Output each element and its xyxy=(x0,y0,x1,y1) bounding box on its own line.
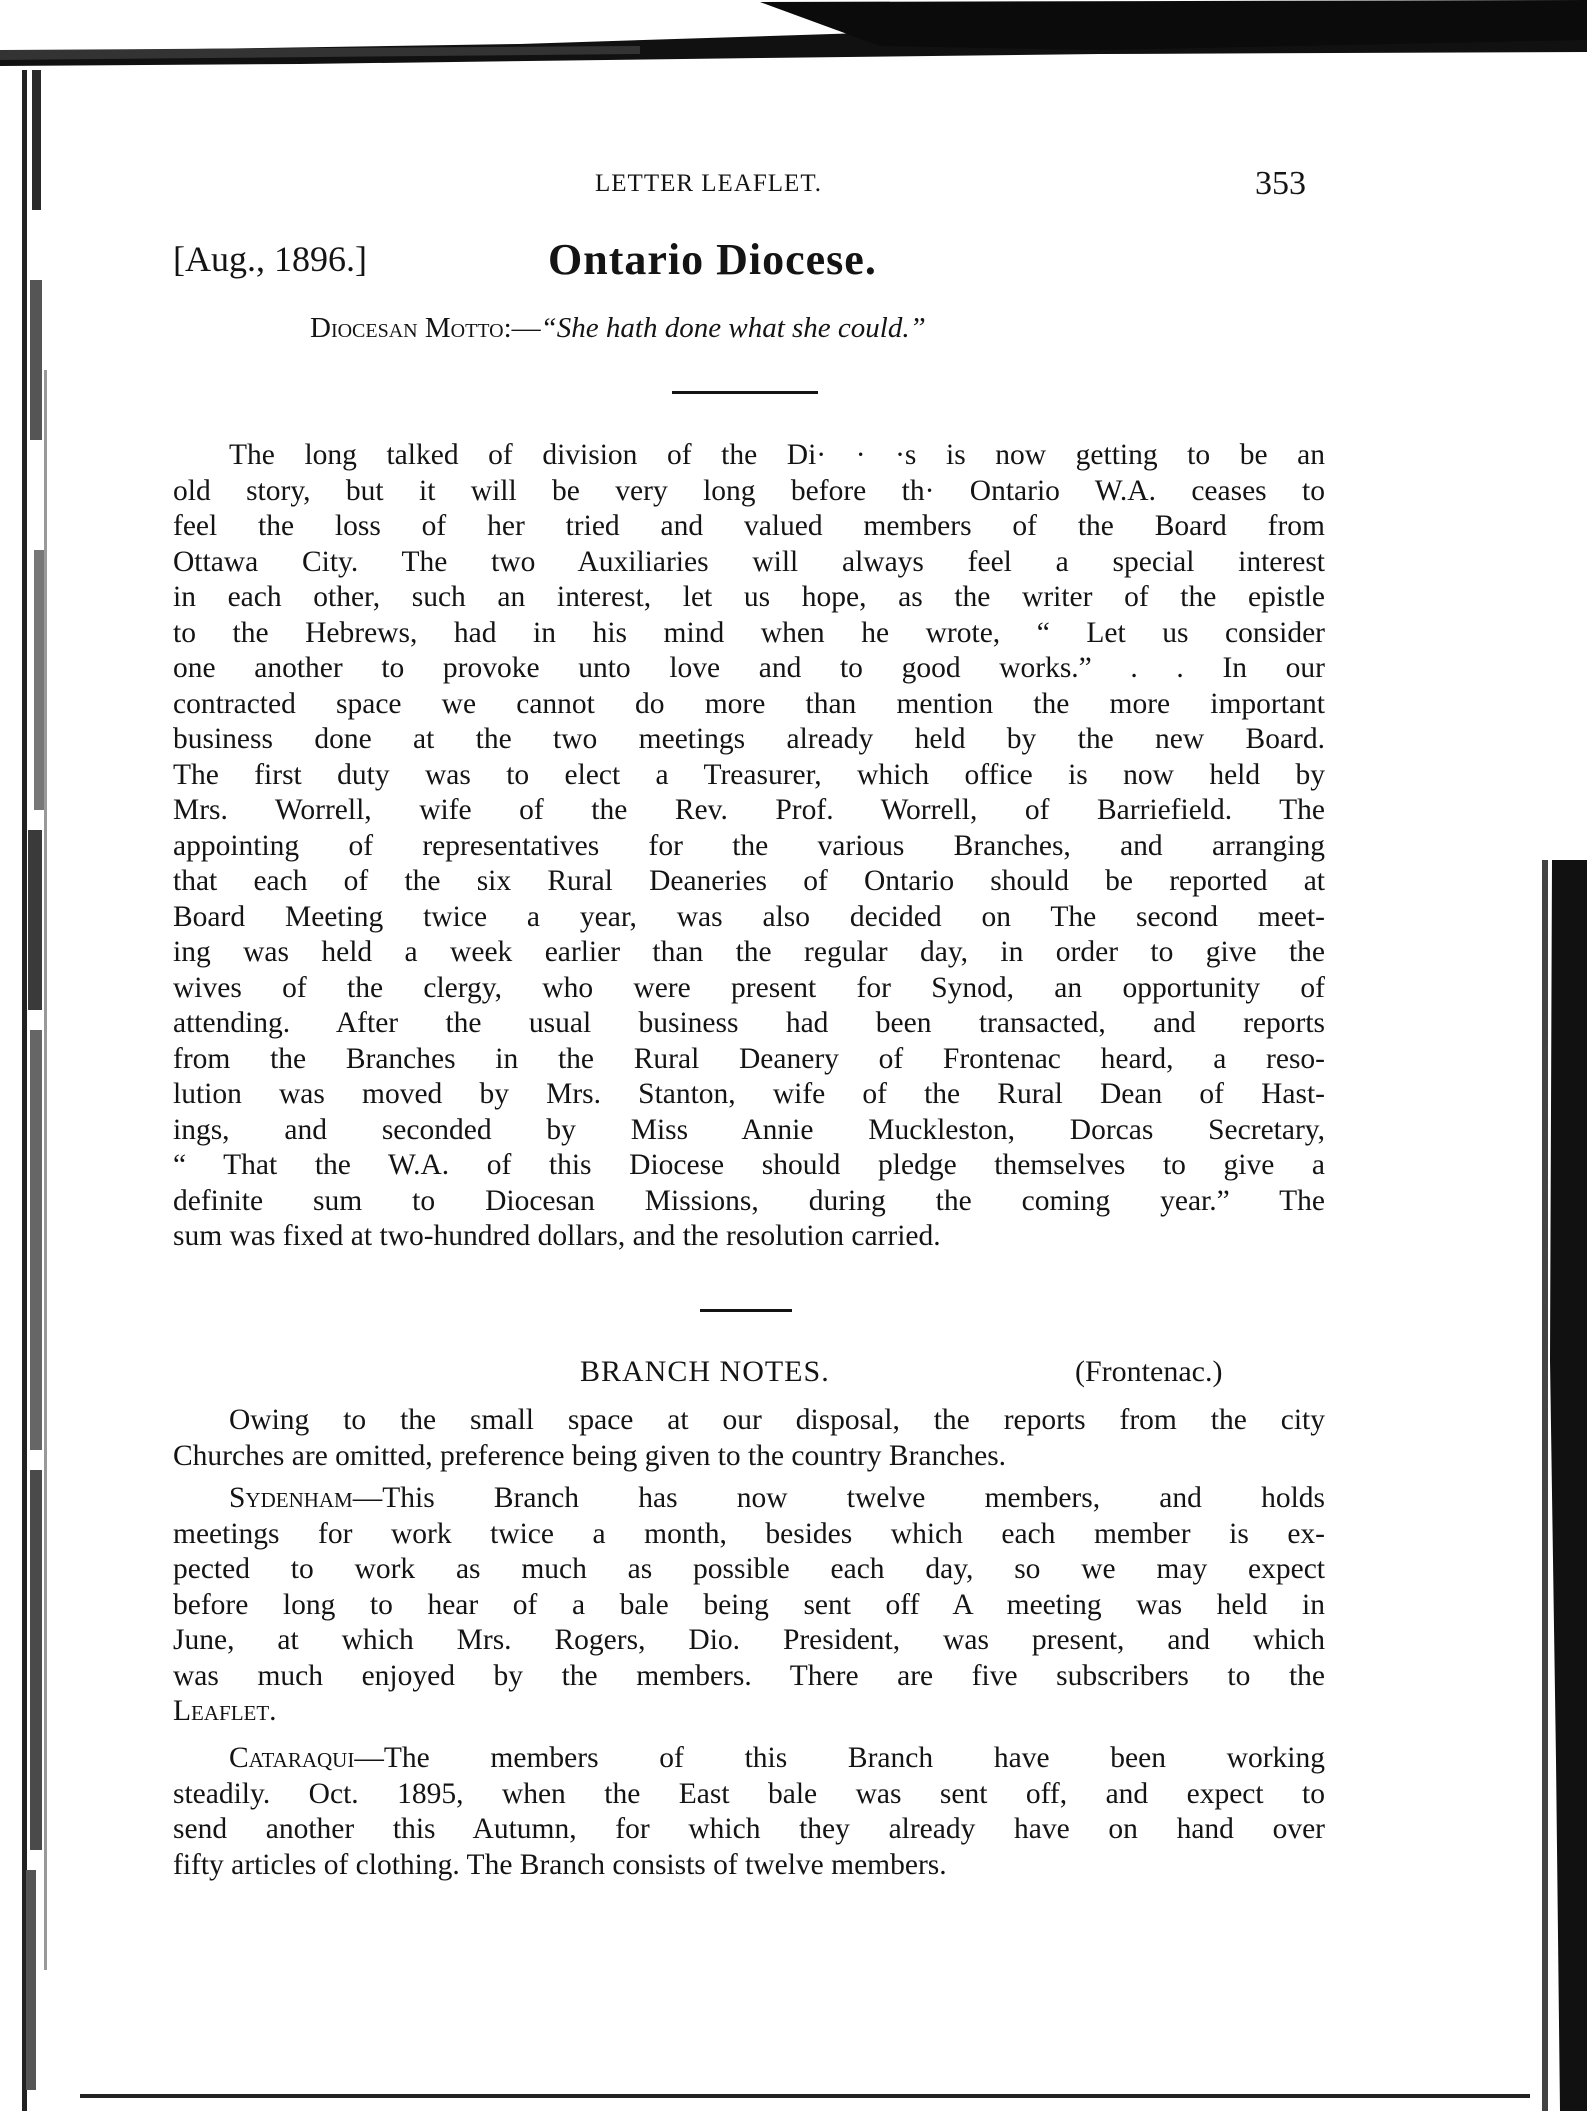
paragraph-line: The first duty was to elect a Treasurer, which office is now held by xyxy=(173,758,1325,791)
paragraph-line: Owing to the small space at our disposal, the reports from the city xyxy=(229,1404,1325,1436)
paragraph-line: appointing of representatives for the various Branches, and arranging xyxy=(173,829,1325,862)
paragraph-line: June, at which Mrs. Rogers, Dio. President, was present, and which xyxy=(173,1624,1325,1656)
sydenham-note xyxy=(173,1481,1325,1730)
paragraph-line: to the Hebrews, had in his mind when he wrote, “ Let us consider xyxy=(173,616,1325,649)
paragraph-line: contracted space we cannot do more than mention the more important xyxy=(173,687,1325,720)
paragraph-line: pected to work as much as possible each day, so we may expect xyxy=(173,1553,1325,1585)
page-number: 353 xyxy=(1255,165,1306,202)
diocesan-motto xyxy=(310,312,926,345)
motto-label: Diocesan Motto:— xyxy=(310,312,541,344)
paragraph-line: attending. After the usual business had been transacted, and reports xyxy=(173,1007,1325,1039)
paragraph-line: wives of the clergy, who were present for Synod, an opportunity of xyxy=(173,971,1325,1004)
branch-name: Cataraqui xyxy=(229,1742,355,1774)
paragraph-line: Board Meeting twice a year, was also decided on The second meet- xyxy=(173,900,1325,933)
branch-name: Sydenham xyxy=(229,1482,353,1514)
paragraph-line: Sydenham—This Branch has now twelve members, and holds xyxy=(229,1482,1325,1514)
paragraph-line: send another this Autumn, for which they already have on hand over xyxy=(173,1813,1325,1845)
paragraph-line: meetings for work twice a month, besides which each member is ex- xyxy=(173,1517,1325,1550)
paragraph-line: definite sum to Diocesan Missions, during the coming year.” The xyxy=(173,1184,1325,1217)
paragraph-line: sum was fixed at two-hundred dollars, and the resolution carried. xyxy=(173,1220,941,1252)
motto-quote: “She hath done what she could.” xyxy=(540,312,926,344)
branch-notes-heading: BRANCH NOTES. xyxy=(580,1355,830,1388)
intro-paragraph xyxy=(173,438,1325,1255)
paragraph-line: Cataraqui—The members of this Branch have been working xyxy=(229,1742,1325,1774)
cataraqui-note xyxy=(173,1741,1325,1883)
running-head: LETTER LEAFLET. xyxy=(595,170,822,197)
paragraph-line: fifty articles of clothing. The Branch consists of twelve members. xyxy=(173,1848,947,1881)
paragraph-line: that each of the six Rural Deaneries of Ontario should be reported at xyxy=(173,865,1325,897)
paragraph-line: steadily. Oct. 1895, when the East bale was sent off, and expect to xyxy=(173,1777,1325,1810)
paragraph-line: before long to hear of a bale being sent off A meeting was held in xyxy=(173,1588,1325,1621)
paragraph-line: in each other, such an interest, let us hope, as the writer of the epistle xyxy=(173,581,1325,613)
section-divider xyxy=(700,1309,792,1312)
paragraph-line: one another to provoke unto love and to good works.” . . In our xyxy=(173,652,1325,684)
paragraph-line: ings, and seconded by Miss Annie Muckleston, Dorcas Secretary, xyxy=(173,1113,1325,1146)
paragraph-line: business done at the two meetings already held by the new Board. xyxy=(173,723,1325,755)
paragraph-line: The long talked of division of the Di· · ·s is now getting to be an xyxy=(229,439,1325,471)
paragraph-line: Leaflet. xyxy=(173,1695,277,1727)
section-divider xyxy=(672,391,818,394)
paragraph-line: was much enjoyed by the members. There are five subscribers to the xyxy=(173,1659,1325,1692)
paragraph-line: “ That the W.A. of this Diocese should pledge themselves to give a xyxy=(173,1149,1325,1181)
branch-notes-intro xyxy=(173,1403,1325,1474)
paragraph-line: Ottawa City. The two Auxiliaries will always feel a special interest xyxy=(173,545,1325,578)
paragraph-line: lution was moved by Mrs. Stanton, wife of the Rural Dean of Hast- xyxy=(173,1078,1325,1110)
paragraph-line: old story, but it will be very long before th· Ontario W.A. ceases to xyxy=(173,474,1325,507)
paragraph-line: Mrs. Worrell, wife of the Rev. Prof. Worrell, of Barriefield. The xyxy=(173,794,1325,826)
paragraph-line: ing was held a week earlier than the regular day, in order to give the xyxy=(173,936,1325,968)
paragraph-line: feel the loss of her tried and valued members of the Board from xyxy=(173,510,1325,542)
paragraph-line: from the Branches in the Rural Deanery of Frontenac heard, a reso- xyxy=(173,1042,1325,1075)
issue-date: [Aug., 1896.] xyxy=(173,239,367,279)
diocese-title: Ontario Diocese. xyxy=(548,235,877,284)
branch-notes-deanery: (Frontenac.) xyxy=(1075,1355,1223,1388)
paragraph-line: Churches are omitted, preference being given to the country Branches. xyxy=(173,1439,1007,1472)
